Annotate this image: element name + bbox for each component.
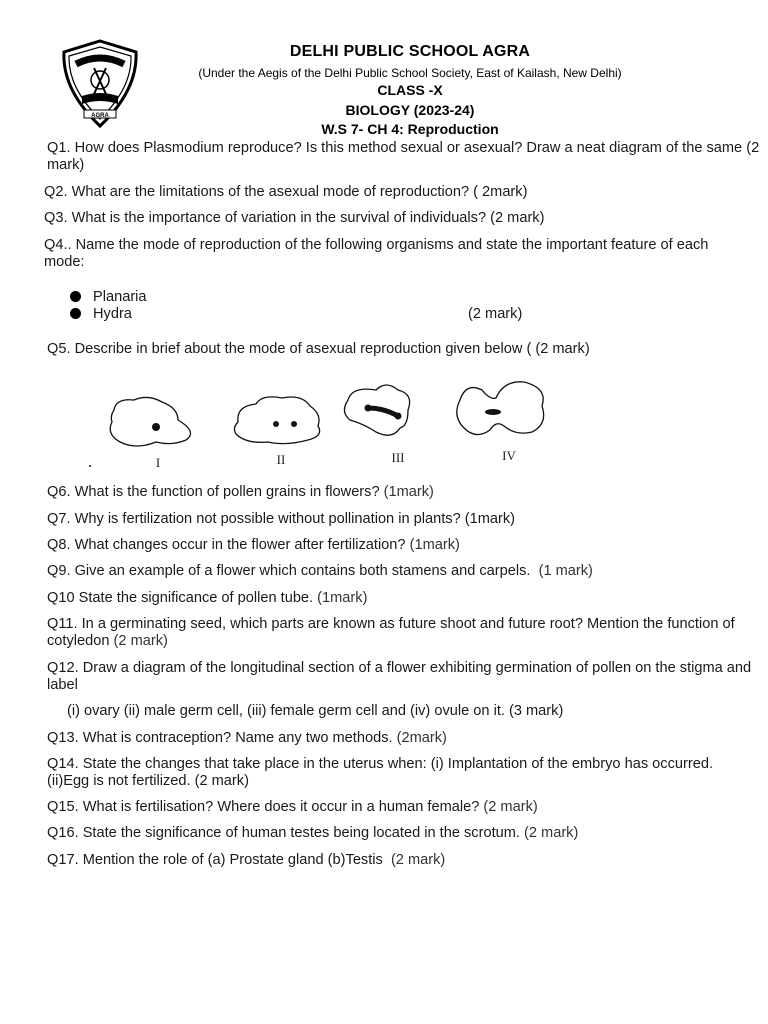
question-6: Q6. What is the function of pollen grains in flowers? (1mark): [47, 484, 434, 500]
school-subtitle: (Under the Aegis of the Delhi Public School Society, East of Kailash, New Delhi): [198, 66, 622, 80]
question-13: Q13. What is contraception? Name any two methods. (2mark): [47, 730, 447, 746]
stage-2-cell: [234, 397, 319, 467]
figure-label-2: II: [276, 452, 286, 467]
figure-label-3: III: [391, 450, 405, 465]
q4-item-hydra: Hydra: [70, 306, 132, 323]
question-8: Q8. What changes occur in the flower after fertilization? (1mark): [47, 537, 460, 553]
stage-1-cell: [110, 397, 190, 470]
question-11: Q11. In a germinating seed, which parts are known as future shoot and future root? Mention the function of cotyledon (2 mark): [47, 616, 735, 649]
stage-4-cell: [457, 382, 544, 463]
q4-item-planaria: Planaria: [70, 289, 147, 306]
question-9: Q9. Give an example of a flower which contains both stamens and carpels. (1 mark): [47, 563, 593, 579]
question-10: Q10 State the significance of pollen tube. (1mark): [47, 590, 368, 606]
question-5: Q5. Describe in brief about the mode of asexual reproduction given below ( (2 mark): [47, 341, 590, 357]
question-14: Q14. State the changes that take place in the uterus when: (i) Implantation of the embryo has occurred. (ii)Egg is not fertilized. (2 mark): [47, 756, 714, 789]
bullet-icon: [70, 291, 81, 302]
question-4: Q4.. Name the mode of reproduction of the following organisms and state the important feature of each mode:: [44, 237, 709, 270]
question-16: Q16. State the significance of human testes being located in the scrotum. (2 mark): [47, 825, 579, 841]
q4-mark: (2 mark): [468, 306, 523, 322]
question-17: Q17. Mention the role of (a) Prostate gland (b)Testis (2 mark): [47, 852, 446, 868]
figure-label-4: IV: [502, 448, 516, 463]
question-2: Q2. What are the limitations of the asexual mode of reproduction? ( 2mark): [44, 184, 528, 200]
class-heading: CLASS -X: [377, 82, 443, 98]
question-1: Q1. How does Plasmodium reproduce? Is this method sexual or asexual? Draw a neat diagram of the same (2 mark): [47, 140, 760, 173]
question-15: Q15. What is fertilisation? Where does it occur in a human female? (2 mark): [47, 799, 538, 815]
question-12: Q12. Draw a diagram of the longitudinal section of a flower exhibiting germination of pollen on the stigma and label: [47, 660, 752, 693]
subject-heading: BIOLOGY (2023-24): [345, 102, 475, 118]
stage-3-cell: [344, 385, 409, 465]
question-3: Q3. What is the importance of variation in the survival of individuals? (2 mark): [44, 210, 545, 226]
question-7: Q7. Why is fertilization not possible without pollination in plants? (1mark): [47, 511, 516, 527]
figure-label-1: I: [155, 455, 161, 470]
worksheet-heading: W.S 7- CH 4: Reproduction: [321, 121, 499, 137]
school-name: DELHI PUBLIC SCHOOL AGRA: [289, 43, 531, 60]
question-12-parts: (i) ovary (ii) male germ cell, (iii) female germ cell and (iv) ovule on it. (3 mark): [67, 703, 564, 719]
logo-text: AGRA: [91, 113, 109, 119]
binary-fission-figure: [86, 370, 566, 475]
school-logo: [54, 38, 146, 130]
bullet-icon: [70, 308, 81, 319]
